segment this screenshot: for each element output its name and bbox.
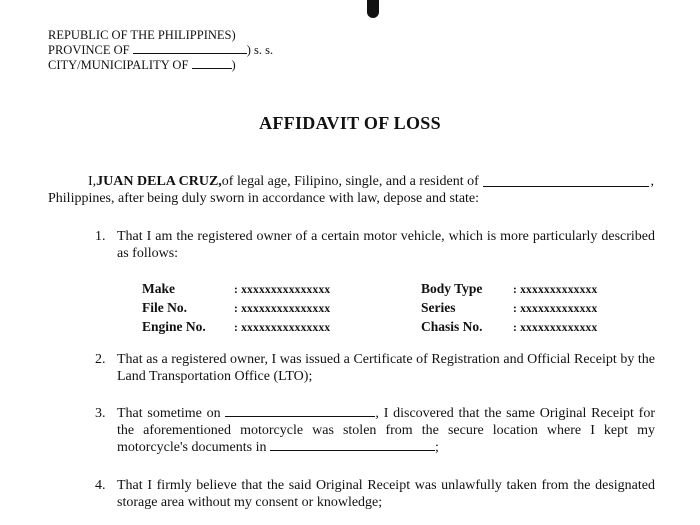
- item-4: 4. That I firmly believe that the said Original Receipt was unlawfully taken from the designated storage area without my consent or knowledge;: [95, 478, 655, 510]
- intro-line-1: I, JUAN DELA CRUZ, of legal age, Filipino, single, and a resident of ,: [88, 174, 654, 189]
- vehicle-row: Body Type : xxxxxxxxxxxxx: [421, 281, 598, 296]
- vehicle-col-left: [142, 280, 330, 337]
- vehicle-row: File No. : xxxxxxxxxxxxxxx: [142, 300, 331, 315]
- vehicle-row: Make : xxxxxxxxxxxxxxx: [142, 281, 331, 296]
- location-blank[interactable]: [270, 440, 435, 451]
- intro-line-2: Philippines, after being duly sworn in accordance with law, depose and state:: [48, 191, 480, 206]
- item-1: 1. That I am the registered owner of a certain motor vehicle, which is more particularly described as follows:: [95, 229, 655, 261]
- intro-paragraph: [48, 173, 654, 207]
- residence-blank[interactable]: [483, 186, 649, 187]
- province-blank[interactable]: [133, 43, 247, 54]
- city-blank[interactable]: [192, 58, 232, 69]
- affiant-name: JUAN DELA CRUZ,: [96, 174, 222, 189]
- vehicle-row: Engine No. : xxxxxxxxxxxxxxx: [142, 319, 331, 334]
- city-line: CITY/MUNICIPALITY OF ): [48, 58, 236, 72]
- date-blank[interactable]: [225, 406, 375, 417]
- item-3: 3. That sometime on , I discovered that the same Original Receipt for the aforementioned motorcycle was stolen from the secure location where I kept my motorcycle's documents in ;: [95, 406, 656, 455]
- vehicle-row: Chasis No. : xxxxxxxxxxxxx: [421, 319, 598, 334]
- venue-header: [48, 28, 273, 73]
- item-2: 2. That as a registered owner, I was issued a Certificate of Registration and Official Receipt by the Land Transportation Office (LTO);: [95, 352, 655, 384]
- top-ink-mark: [367, 0, 379, 18]
- vehicle-row: Series : xxxxxxxxxxxxx: [421, 300, 598, 315]
- vehicle-col-right: [421, 280, 597, 337]
- republic-line: REPUBLIC OF THE PHILIPPINES): [48, 28, 236, 42]
- province-line: PROVINCE OF ) s. s.: [48, 43, 274, 57]
- document-title: AFFIDAVIT OF LOSS: [259, 113, 441, 133]
